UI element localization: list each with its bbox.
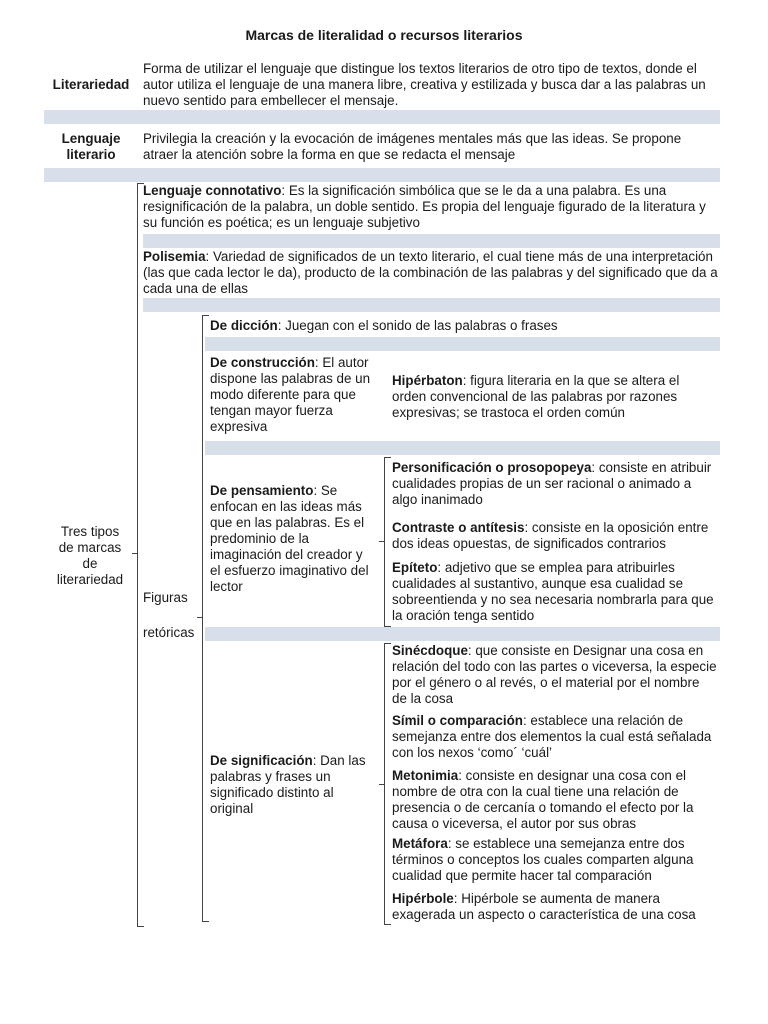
personificacion-term: Personificación o prosopopeya <box>392 460 592 475</box>
sinecdoque-definition: : que consiste en Designar una cosa en relación del todo con las partes o viceversa, la especie por el género o al revés, o el material por el nombre de la cosa <box>392 643 717 706</box>
diccion-text <box>210 318 720 334</box>
separator-band <box>143 298 720 312</box>
pensamiento-definition: : Se enfocan en las ideas más que en las palabras. Es el predominio de la imaginación del creador y el esfuerzo imaginativo del lector <box>210 483 369 594</box>
significacion-term: De significación <box>210 753 313 768</box>
hiperbole-definition: : Hipérbole se aumenta de manera exagerada un aspecto o característica de una cosa <box>392 891 696 922</box>
page-title: Marcas de literalidad o recursos literarios <box>245 27 523 43</box>
separator-band <box>205 627 720 641</box>
connotativo-text <box>143 183 720 231</box>
literariedad-label: Literariedad <box>52 77 130 92</box>
tres-tipos-line: de <box>82 556 98 571</box>
main-brace <box>137 183 138 927</box>
figuras-brace-tick <box>197 617 202 618</box>
literariedad-definition: Forma de utilizar el lenguaje que distingue los textos literarios de otro tipo de textos, donde el autor utiliza el lenguaje de una manera libre, creativa y estilizada y busca dar a las palabras un nuevo sentido para embellecer el mensaje. <box>143 61 706 108</box>
hiperbole-term: Hipérbole <box>392 891 454 906</box>
lenguaje-literario-label <box>46 131 136 163</box>
sinecdoque-term: Sinécdoque <box>392 643 468 658</box>
separator-band <box>44 110 720 124</box>
hiperbaton-term: Hipérbaton <box>392 373 463 388</box>
epiteto-text <box>392 560 717 624</box>
figuras-label-line: retóricas <box>143 625 195 640</box>
construccion-term: De construcción <box>210 355 315 370</box>
significacion-brace <box>384 643 385 925</box>
diccion-term: De dicción <box>210 318 278 333</box>
lenguaje-literario-label-line: Lenguaje <box>61 131 121 146</box>
lenguaje-literario-definition: Privilegia la creación y la evocación de imágenes mentales más que las ideas. Se propone atraer la atención sobre la forma en que se redacta el mensaje <box>143 131 682 162</box>
construccion-text <box>210 355 382 435</box>
epiteto-definition: : adjetivo que se emplea para atribuirles cualidades al sustantivo, aunque esa cualidad se sobreentienda y no sea necesaria nombrarla para que la oración tenga sentido <box>392 560 714 623</box>
tres-tipos-label <box>50 524 130 588</box>
figuras-brace <box>202 315 203 922</box>
personificacion-definition: : consiste en atribuir cualidades propias de un ser racional o animado a algo inanimado <box>392 460 712 507</box>
pensamiento-text <box>210 483 375 595</box>
significacion-text <box>210 753 378 817</box>
polisemia-text <box>143 249 720 297</box>
connotativo-term: Lenguaje connotativo <box>143 183 282 198</box>
separator-band <box>205 441 720 455</box>
significacion-definition: : Dan las palabras y frases un significado distinto al original <box>210 753 366 816</box>
hiperbaton-text <box>392 373 712 421</box>
sinecdoque-text <box>392 643 717 707</box>
connotativo-definition: : Es la significación simbólica que se le da a una palabra. Es una resignificación de la palabra, un doble sentido. Es propia del lenguaje figurado de la literatura y su función es poética; es un lenguaje subjetivo <box>143 183 706 230</box>
separator-band <box>205 337 720 351</box>
tres-tipos-line: literariedad <box>56 572 124 587</box>
contraste-text <box>392 520 717 552</box>
personificacion-text <box>392 460 714 508</box>
pensamiento-brace <box>384 457 385 627</box>
contraste-definition: : consiste en la oposición entre dos ideas opuestas, de significados contrarios <box>392 520 709 551</box>
simil-term: Símil o comparación <box>392 713 523 728</box>
pensamiento-brace-tick <box>379 541 384 542</box>
hiperbole-text <box>392 891 717 923</box>
pensamiento-term: De pensamiento <box>210 483 314 498</box>
simil-definition: : establece una relación de semejanza entre dos elementos la cual está señalada con los nexos ‘como´ ‘cuál’ <box>392 713 712 760</box>
construccion-definition: : El autor dispone las palabras de un modo diferente para que tengan mayor fuerza expresiva <box>210 355 371 434</box>
metafora-definition: : se establece una semejanza entre dos términos o conceptos los cuales comparten alguna cualidad que permite hacer tal comparación <box>392 836 694 883</box>
lenguaje-literario-label-line: literario <box>66 147 116 162</box>
separator-band <box>44 168 720 182</box>
diccion-definition: : Juegan con el sonido de las palabras o frases <box>277 318 558 333</box>
polisemia-term: Polisemia <box>143 249 206 264</box>
significacion-brace-tick <box>379 784 384 785</box>
metafora-term: Metáfora <box>392 836 448 851</box>
tres-tipos-line: de marcas <box>58 540 122 555</box>
hiperbaton-definition: : figura literaria en la que se altera el orden convencional de las palabras por razones expresivas; se trastoca el orden común <box>392 373 680 420</box>
main-brace-tick <box>132 553 137 554</box>
simil-text <box>392 713 717 761</box>
contraste-term: Contraste o antítesis <box>392 520 525 535</box>
epiteto-term: Epíteto <box>392 560 438 575</box>
separator-band <box>143 234 720 248</box>
figuras-label-line: Figuras <box>143 590 188 605</box>
metonimia-definition: : consiste en designar una cosa con el nombre de otra con la cual tiene una relación de presencia o de cercanía o tomando el efecto por la causa o viceversa, el autor por sus obras <box>392 768 694 831</box>
tres-tipos-line: Tres tipos <box>60 524 120 539</box>
metonimia-term: Metonimia <box>392 768 459 783</box>
polisemia-definition: : Variedad de significados de un texto literario, el cual tiene más de una interpretación (las que cada lector le da), producto de la combinación de las palabras y del significado que da a cada una de ellas <box>143 249 718 296</box>
metonimia-text <box>392 768 717 832</box>
metafora-text <box>392 836 717 884</box>
